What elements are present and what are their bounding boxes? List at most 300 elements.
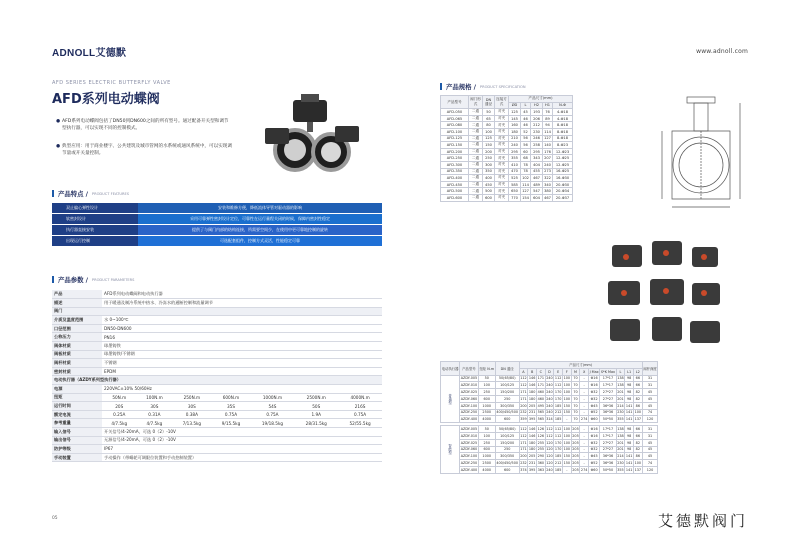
dim-cell: 4000 (478, 416, 495, 423)
dim-cell: 98 (625, 395, 634, 402)
dim-cell: Φ32 (589, 389, 600, 396)
spec-cell: 127 (544, 136, 551, 141)
spec-cell: 16-Φ25 (553, 168, 573, 175)
spec-row (441, 194, 573, 201)
dim-cell: 141 (625, 417, 633, 422)
dim-cell: 400/450/500 (496, 410, 519, 415)
spec-cell: 154 (522, 195, 529, 200)
dim-header: DN 通径 (495, 362, 519, 376)
dim-cell: Φ32 (589, 439, 600, 446)
dim-cell: 2500 (478, 409, 495, 416)
param-key: 密封材质 (52, 367, 102, 376)
dim-cell: Φ52 (589, 409, 600, 416)
spec-cell: 12-Φ25 (553, 161, 573, 168)
spec-cell: 20-Φ37 (553, 194, 573, 201)
param-cell: 9/15.5kg (211, 419, 250, 428)
dim-cell: 50*50 (600, 466, 616, 473)
dim-cell: - (580, 382, 589, 389)
param-row (52, 453, 382, 462)
dim-cell: 201 (617, 440, 624, 445)
spec-row (441, 181, 573, 188)
dim-cell: 100 (634, 461, 642, 466)
param-value: 水 0~100℃ (102, 316, 382, 325)
dim-group-header: 产品尺寸(mm) (519, 362, 642, 369)
param-cell: 0.75A (211, 410, 250, 419)
dim-row (441, 432, 658, 439)
dim-cell: 70 (571, 402, 580, 409)
dim-row (441, 453, 658, 460)
param-cell: 0.38A (172, 410, 211, 419)
dim-cell: - (580, 460, 589, 467)
dim-cell: 205 (572, 447, 579, 452)
param-key: 电源 (52, 385, 102, 394)
param-cell: 600N.m (211, 393, 250, 402)
spec-cell: 467 (531, 175, 543, 182)
dim-cell: 250 (495, 446, 519, 453)
dim-cell: 27*27 (600, 395, 616, 402)
dim-cell: 255 (537, 447, 545, 452)
dim-cell: AZDY-100 (460, 403, 478, 408)
spec-cell: 8-Φ18 (553, 122, 573, 129)
dim-cell: 146 (528, 383, 536, 388)
dim-cell: 214 (617, 403, 624, 408)
dim-cell: 205 (572, 467, 579, 472)
dim-row (441, 439, 658, 446)
dim-cell: 141 (625, 454, 633, 459)
param-row (52, 428, 382, 437)
dim-cell: 100 (563, 427, 571, 432)
spec-cell: 4-Φ18 (553, 115, 573, 122)
dim-cell: 112 (554, 383, 562, 388)
dim-cell: AZDY-025 (460, 390, 478, 395)
dim-cell: AZDY-250 (460, 461, 478, 466)
spec-cell: 94 (543, 122, 553, 129)
dim-cell: 232 (520, 461, 527, 466)
param-cell: 4/7.5kg (102, 419, 137, 428)
dim-cell: 36*36 (600, 402, 616, 409)
dim-cell: - (562, 466, 571, 473)
dim-cell: 98 (625, 375, 634, 382)
dim-cell: 185 (554, 467, 562, 472)
dim-cell: 205 (528, 403, 536, 408)
spec-cell: 500 (483, 188, 495, 195)
dim-cell: 240 (546, 396, 553, 401)
spec-heading: 产品规格 / PRODUCT SPECIFICATION (440, 82, 526, 91)
dim-cell: 171 (537, 376, 545, 381)
param-row (52, 299, 382, 308)
dim-cell: 171 (520, 447, 527, 452)
spec-cell: 20-Φ34 (553, 188, 573, 195)
spec-row (441, 188, 573, 195)
spec-cell: 150 (483, 142, 495, 149)
param-row (52, 342, 382, 351)
param-cell: 0.25A (102, 410, 137, 419)
spec-cell: AFD-200 (441, 148, 469, 155)
dim-cell: - (580, 453, 589, 460)
spec-header: 阀门形式 (469, 96, 483, 109)
param-key: 产品 (52, 290, 102, 299)
dim-cell: 205 (572, 454, 579, 459)
param-key: 参考重量 (52, 419, 102, 428)
spec-cell: 对夹 (495, 115, 509, 122)
dim-cell: 27*27 (600, 446, 616, 453)
param-key: 额定电流 (52, 410, 102, 419)
spec-cell: 343 (531, 155, 543, 162)
dim-header: L (616, 368, 625, 375)
dim-cell: AZDY-010 (460, 433, 478, 438)
spec-cell: 114 (522, 182, 529, 187)
spec-cell: 对夹 (495, 109, 509, 116)
dim-cell: 250 (478, 389, 495, 396)
dim-cell: - (580, 409, 589, 416)
dim-cell: 171 (520, 396, 527, 401)
dim-cell: 460 (537, 396, 545, 401)
spec-cell: 547 (531, 188, 543, 195)
dim-cell: 45 (642, 453, 658, 460)
dim-group-label: 智能型 (441, 426, 460, 474)
dim-cell: AZDY-400 (460, 467, 478, 472)
dim-cell: AZDY-005 (460, 427, 478, 432)
dim-cell: 314 (546, 417, 553, 422)
spec-cell: AFD-250 (441, 155, 469, 162)
dim-header: L1 (625, 368, 634, 375)
dim-row (441, 395, 658, 402)
param-key: 运行时间 (52, 402, 102, 411)
dim-cell: 290 (537, 454, 545, 459)
spec-cell: 8-Φ18 (553, 128, 573, 135)
dim-cell: 17*17 (600, 426, 616, 433)
dim-cell: Φ52 (589, 460, 600, 467)
dim-cell: 120 (546, 447, 553, 452)
dim-row (441, 389, 658, 396)
spec-cell: 对夹 (495, 161, 509, 168)
dim-cell: 66 (633, 426, 642, 433)
spec-header: 产品型号 (441, 96, 469, 109)
dim-cell: 74 (642, 409, 658, 416)
dim-cell: 138 (617, 433, 624, 438)
dim-cell: 4000 (478, 466, 495, 473)
dim-cell: 82 (633, 389, 642, 396)
dim-cell: 171 (537, 383, 545, 388)
spec-cell: 125 (483, 135, 495, 142)
dim-cell: 150 (563, 403, 571, 408)
spec-cell: AFD-100 (441, 128, 469, 135)
spec-cell: 380 (544, 189, 551, 194)
spec-row (441, 142, 573, 149)
dim-cell: 205 (572, 433, 579, 438)
dim-cell: 70 (571, 375, 580, 382)
dim-cell: AZDY-400 (460, 417, 478, 422)
spec-cell: 二通 (469, 175, 483, 182)
dim-cell: 170 (554, 390, 562, 395)
spec-cell: 467 (544, 195, 551, 200)
spec-cell: 355 (509, 155, 521, 162)
param-row (52, 350, 382, 359)
dim-cell: 180 (528, 390, 536, 395)
spec-cell: AFD-600 (441, 194, 469, 201)
dim-cell: 50 (478, 375, 495, 382)
spec-cell: 160 (509, 122, 521, 129)
dim-cell: 200 (520, 403, 527, 408)
dim-cell: 400/450/500 (496, 461, 519, 466)
dim-cell: 212 (554, 410, 562, 415)
spec-cell: 二通 (469, 155, 483, 162)
spec-cell: 80 (483, 122, 495, 129)
spec-cell: 对夹 (495, 155, 509, 162)
dim-cell: 171 (520, 440, 527, 445)
spec-cell: 206 (531, 115, 543, 122)
param-cell: 0.31A (137, 410, 173, 419)
dim-cell: 17*17 (600, 382, 616, 389)
dim-row (441, 409, 658, 416)
spec-row (441, 161, 573, 168)
spec-cell: 二通 (469, 161, 483, 168)
dim-cell: Φ32 (589, 395, 600, 402)
product-photo-actuators (604, 235, 724, 353)
dim-row (441, 375, 658, 382)
dim-header: E (554, 368, 563, 375)
param-cell: 20S (102, 402, 137, 411)
dim-cell: 600 (478, 395, 495, 402)
dim-cell: 137 (634, 467, 642, 472)
dim-cell: 112 (554, 433, 562, 438)
spec-cell: 145 (509, 115, 521, 122)
dim-cell: 150 (563, 410, 571, 415)
dim-cell: 360 (537, 461, 545, 466)
dim-cell: 395 (528, 467, 536, 472)
params-table (52, 290, 382, 462)
spec-cell: 322 (544, 175, 551, 180)
param-value: 手动操作（带蜗轮可调限位装置和手动控制装置） (102, 453, 382, 462)
param-cell: 4/7.5kg (137, 419, 173, 428)
spec-cell: 60 (521, 148, 531, 155)
dim-cell: 45 (642, 389, 658, 396)
spec-cell: AFD-450 (441, 181, 469, 188)
spec-cell: AFD-150 (441, 142, 469, 149)
spec-cell: 对夹 (495, 128, 509, 135)
dim-cell: 171 (520, 390, 527, 395)
dim-cell: Φ16 (589, 426, 600, 433)
dim-cell: 70 (571, 416, 580, 423)
dim-cell: 355 (617, 467, 624, 472)
dim-cell: 50*50 (600, 416, 616, 423)
dim-cell: 98 (625, 426, 634, 433)
spec-cell: 78 (521, 161, 531, 168)
param-cell: 50N.m (102, 393, 137, 402)
dim-row (441, 382, 658, 389)
dim-cell: 600 (478, 446, 495, 453)
dim-cell: 31 (642, 432, 658, 439)
features-heading: 产品特点 / PRODUCT FEATURES (52, 189, 129, 198)
param-key: 电动执行器（AZDY系列型执行器） (52, 376, 382, 385)
dim-cell: Φ16 (589, 432, 600, 439)
param-row (52, 385, 382, 394)
spec-cell: 二通 (469, 109, 483, 116)
dim-cell: 70 (571, 409, 580, 416)
param-key: 描述 (52, 299, 102, 308)
dim-cell: 230 (617, 461, 624, 466)
spec-cell: 230 (531, 128, 543, 135)
spec-cell: 78 (521, 168, 531, 175)
param-key: 阀杆材质 (52, 359, 102, 368)
param-row (52, 359, 382, 368)
dim-header: F (562, 368, 571, 375)
dim-header: L2 (633, 368, 642, 375)
spec-cell: 46 (521, 115, 531, 122)
param-row (52, 436, 382, 445)
dim-header: 阀杆深度 (642, 362, 658, 376)
dim-cell: 201 (617, 396, 624, 401)
spec-row (441, 109, 573, 116)
spec-cell: 180 (509, 128, 521, 135)
spec-cell: 二通 (469, 115, 483, 122)
param-key: 防护等级 (52, 445, 102, 454)
spec-cell: 二通 (469, 128, 483, 135)
dim-cell: 170 (554, 440, 562, 445)
dim-cell: Φ16 (589, 382, 600, 389)
spec-cell: AFD-300 (441, 161, 469, 168)
dim-header: 产品型号 (460, 362, 479, 376)
spec-cell: 对夹 (495, 148, 509, 155)
dim-cell: 185 (554, 417, 562, 422)
dim-cell: 150 (563, 461, 571, 466)
spec-cell: 对夹 (495, 142, 509, 149)
spec-cell: 585 (509, 181, 521, 188)
dim-cell: 1000 (478, 453, 495, 460)
dim-cell: Φ60 (589, 416, 600, 423)
param-cell: 19/18.5kg (251, 419, 295, 428)
spec-cell: 100 (483, 128, 495, 135)
dim-cell: 36*36 (600, 453, 616, 460)
spec-cell: 对夹 (495, 188, 509, 195)
dim-header: X (580, 368, 589, 375)
param-key: 输出信号 (52, 436, 102, 445)
dim-cell: AZDY-025 (460, 440, 478, 445)
dim-cell: 50 (478, 426, 495, 433)
dim-cell: 98 (625, 432, 634, 439)
param-key: 介质及温度范围 (52, 316, 102, 325)
brand-logo: ADNOLL艾德默 (52, 48, 127, 59)
spec-cell: 16-Φ30 (553, 175, 573, 182)
spec-cell: 二通 (469, 181, 483, 188)
dim-cell: 600 (495, 416, 519, 423)
dim-row (441, 446, 658, 453)
dim-cell: - (580, 426, 589, 433)
dim-cell: 240 (546, 390, 553, 395)
param-row (52, 419, 382, 428)
dim-cell: 1000 (478, 402, 495, 409)
dim-row (441, 426, 658, 433)
dim-cell: 180 (528, 447, 536, 452)
spec-cell: 76 (543, 109, 553, 116)
actuator-dimension-table (440, 361, 658, 476)
param-cell: 0.75A (251, 410, 295, 419)
dim-cell: 120 (642, 466, 658, 473)
dim-cell: 112 (520, 427, 527, 432)
dim-cell: 150/200 (495, 439, 519, 446)
dim-cell: 255 (537, 440, 545, 445)
dim-cell: 86 (633, 402, 642, 409)
dim-cell: 120 (546, 461, 553, 466)
spec-cell: AFD-500 (441, 188, 469, 195)
spec-header: N-Φ (553, 102, 573, 109)
spec-cell: 127 (522, 189, 529, 194)
page-number: 05 (52, 516, 58, 521)
dim-cell: AZDY-005 (460, 376, 478, 381)
dim-cell: 240 (546, 410, 553, 415)
dim-cell: - (580, 402, 589, 409)
dim-cell: 240 (546, 403, 553, 408)
spec-cell: 对夹 (495, 181, 509, 188)
spec-cell: 89 (543, 115, 553, 122)
dim-cell: 70 (571, 395, 580, 402)
dim-cell: 205 (572, 440, 579, 445)
dim-cell: 100/125 (495, 382, 519, 389)
dim-cell: 300/350 (495, 402, 519, 409)
dim-cell: 45 (642, 439, 658, 446)
dim-cell: - (562, 416, 571, 423)
dim-cell: 86 (633, 453, 642, 460)
dim-cell: 27*27 (600, 389, 616, 396)
spec-cell: 400 (483, 175, 495, 182)
dim-cell: 201 (617, 447, 624, 452)
dim-cell: 600 (495, 466, 519, 473)
dim-cell: - (580, 439, 589, 446)
page-title: AFD系列电动蝶阀 (52, 92, 160, 107)
spec-cell: AFD-125 (441, 135, 469, 142)
dim-cell: 100 (563, 390, 571, 395)
dim-cell: 36*36 (600, 409, 616, 416)
spec-cell: AFD-050 (441, 109, 469, 116)
dim-cell: 274 (580, 417, 588, 422)
dim-cell: 50(65/80) (495, 426, 519, 433)
spec-row (441, 135, 573, 142)
param-cell: 216S (338, 402, 382, 411)
website-url[interactable]: www.adnoll.com (696, 48, 748, 55)
dim-cell: 150 (563, 454, 571, 459)
dim-cell: 146 (528, 433, 536, 438)
dim-cell: 100 (478, 382, 495, 389)
dim-cell: 250 (478, 439, 495, 446)
dim-cell: 50(65/80) (495, 375, 519, 382)
spec-header: L (521, 102, 531, 109)
dim-cell: 141 (625, 410, 633, 415)
dim-cell: 45 (642, 402, 658, 409)
param-value: 不锈钢 (102, 359, 382, 368)
dim-cell: 250 (495, 395, 519, 402)
spec-cell: AFD-065 (441, 115, 469, 122)
spec-cell: 102 (522, 175, 529, 180)
feature-row: 软密封设计 采用可靠弹性密封设计定位，可靠性在运行量程关闭的时候，保障内密封性稳定 (52, 214, 382, 224)
spec-header: DN通径 (483, 96, 495, 109)
spec-cell: 210 (509, 135, 521, 142)
dim-cell: 31 (642, 426, 658, 433)
spec-header: ØD (509, 102, 521, 109)
param-cell: 35S (211, 402, 250, 411)
dim-cell: 70 (571, 389, 580, 396)
dim-cell: 66 (633, 375, 642, 382)
dim-header: 电动执行器 (441, 362, 460, 376)
dim-cell: 112 (554, 427, 562, 432)
dim-cell: AZDY-060 (460, 447, 478, 452)
spec-cell: 二通 (469, 148, 483, 155)
spec-row (441, 148, 573, 155)
dim-cell: 180 (528, 396, 536, 401)
dim-cell: 300/350 (495, 453, 519, 460)
spec-cell: 52 (521, 128, 531, 135)
param-row (52, 376, 382, 385)
param-row (52, 402, 382, 411)
